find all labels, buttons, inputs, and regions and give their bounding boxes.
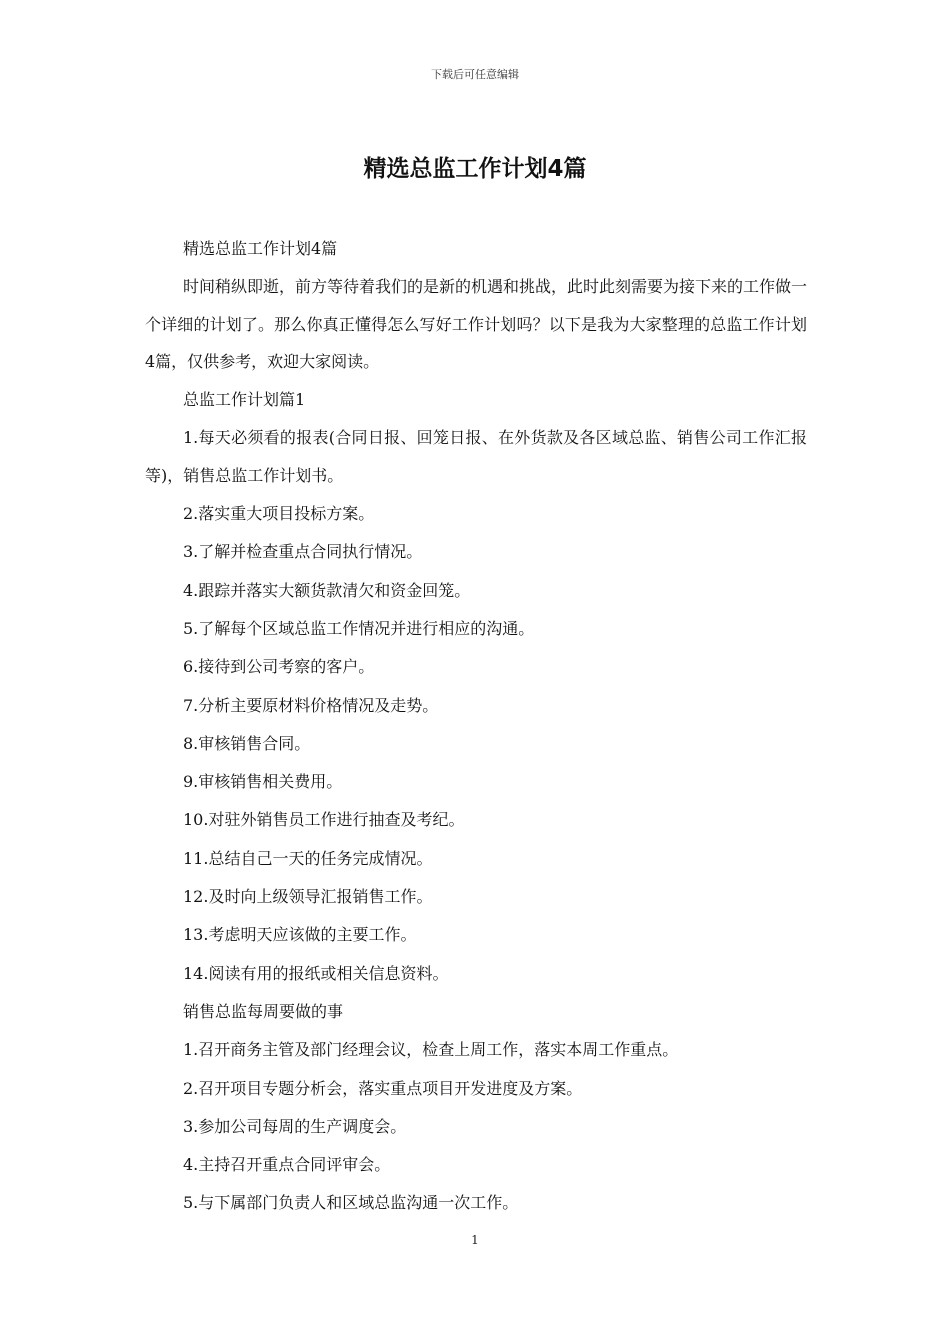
list-item: 2.召开项目专题分析会，落实重点项目开发进度及方案。 [183, 1078, 583, 1098]
list-item: 3.参加公司每周的生产调度会。 [183, 1116, 407, 1136]
list-item: 6.接待到公司考察的客户。 [183, 657, 375, 677]
section-heading: 总监工作计划篇1 [183, 390, 306, 410]
list-item: 8.审核销售合同。 [183, 733, 311, 753]
list-item: 7.分析主要原材料价格情况及走势。 [183, 695, 439, 715]
list-item: 4.跟踪并落实大额货款清欠和资金回笼。 [183, 580, 471, 600]
list-item: 5.了解每个区域总监工作情况并进行相应的沟通。 [183, 618, 535, 638]
paragraph: 时间稍纵即逝，前方等待着我们的是新的机遇和挑战，此时此刻需要为接下来的工作做一个详细的计划了。那么你真正懂得怎么写好工作计划吗？以下是我为大家整理的总监工作计划4篇，仅供参考，欢迎大家阅读。 [145, 277, 808, 371]
list-item: 9.审核销售相关费用。 [183, 772, 343, 792]
list-item: 2.落实重大项目投标方案。 [183, 504, 375, 524]
list-item: 1.召开商务主管及部门经理会议，检查上周工作，落实本周工作重点。 [183, 1040, 679, 1060]
list-item: 14.阅读有用的报纸或相关信息资料。 [183, 963, 449, 983]
list-item: 3.了解并检查重点合同执行情况。 [183, 542, 423, 562]
list-item: 13.考虑明天应该做的主要工作。 [183, 925, 417, 945]
list-item: 1.每天必须看的报表(合同日报、回笼日报、在外货款及各区域总监、销售公司工作汇报等)，销售总监工作计划书。 [145, 428, 807, 485]
document-body [145, 230, 807, 1223]
page-number: 1 [471, 1233, 479, 1247]
list-item: 10.对驻外销售员工作进行抽查及考纪。 [183, 810, 465, 830]
paragraph: 精选总监工作计划4篇 [183, 239, 338, 258]
list-item: 11.总结自己一天的任务完成情况。 [183, 848, 433, 868]
header-note: 下载后可任意编辑 [431, 68, 519, 81]
page-title: 精选总监工作计划4篇 [363, 156, 587, 182]
list-item: 5.与下属部门负责人和区域总监沟通一次工作。 [183, 1193, 519, 1213]
section-heading: 销售总监每周要做的事 [183, 1001, 344, 1021]
list-item: 4.主持召开重点合同评审会。 [183, 1155, 391, 1175]
list-item: 12.及时向上级领导汇报销售工作。 [183, 887, 433, 907]
